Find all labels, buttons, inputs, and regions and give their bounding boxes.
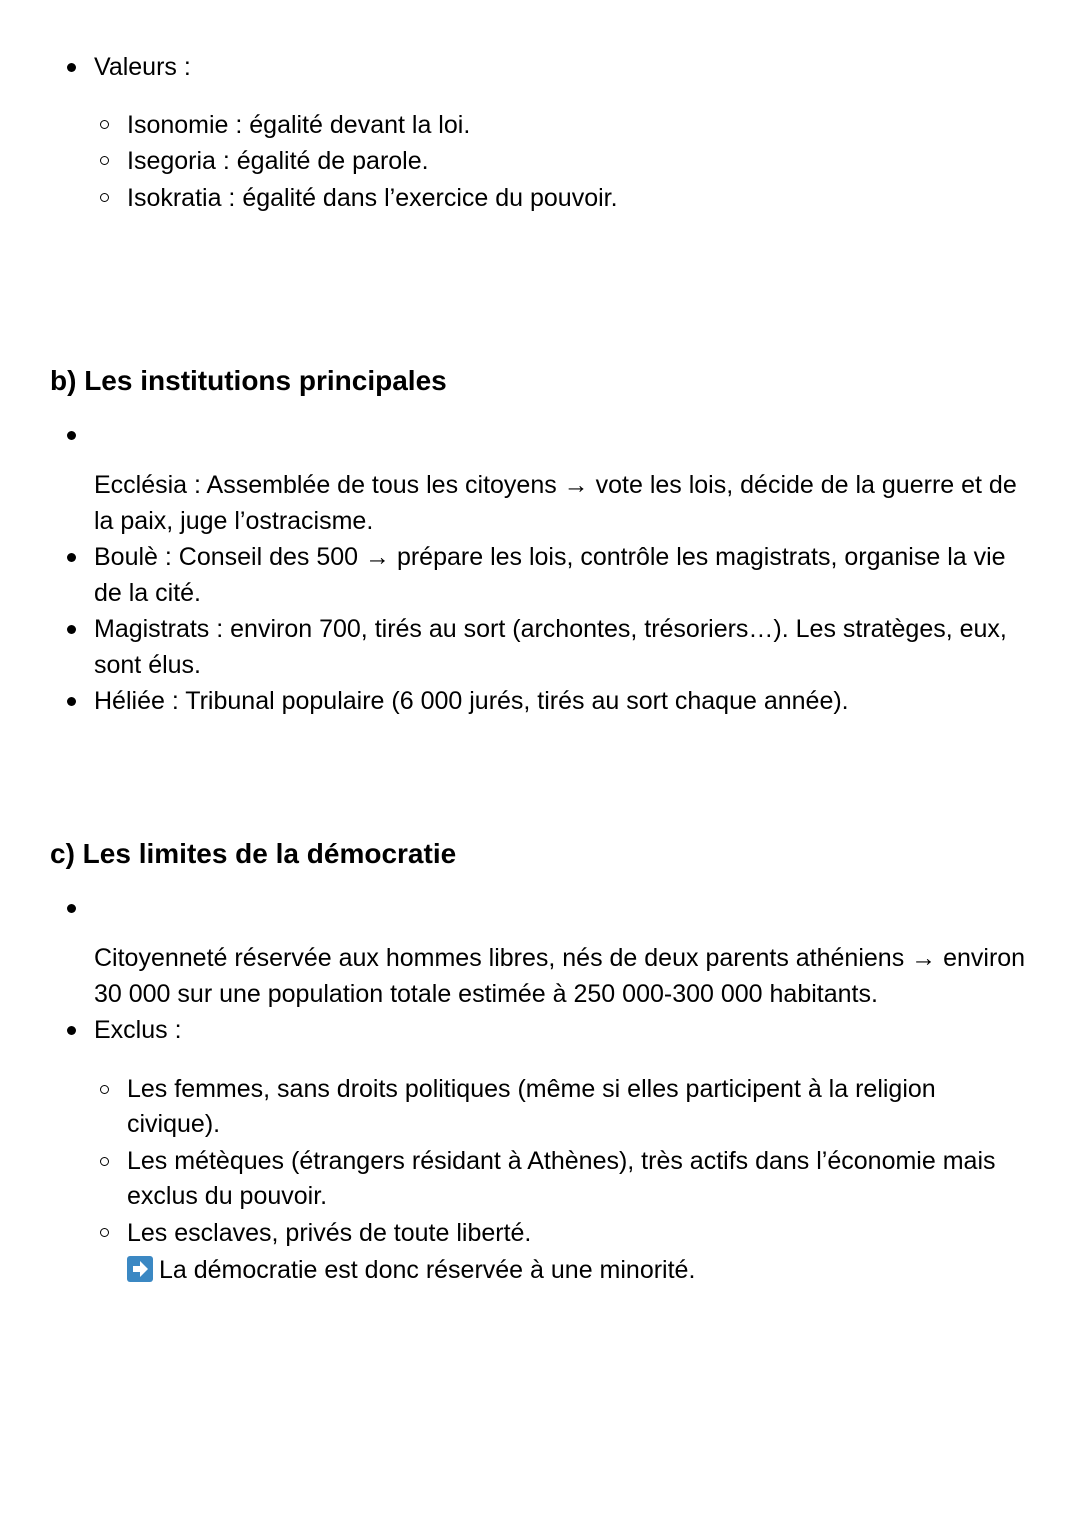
sub-bullet-icon xyxy=(100,1228,109,1237)
conclusion-line xyxy=(127,1252,1032,1288)
institution-item: Ecclésia : Assemblée de tous les citoyens → vote les lois, décide de la guerre et de la paix, juge l’ostracisme. xyxy=(94,471,1017,535)
sub-bullet-icon xyxy=(100,156,109,165)
exclus-item: Les femmes, sans droits politiques (même si elles participent à la religion civique). xyxy=(127,1075,936,1138)
valeurs-label: Valeurs : xyxy=(94,53,191,81)
sub-bullet-icon xyxy=(100,193,109,202)
bullet-icon xyxy=(67,1026,76,1035)
bullet-icon xyxy=(67,697,76,706)
sub-bullet-icon xyxy=(100,1157,109,1166)
institution-item: Boulè : Conseil des 500 → prépare les lois, contrôle les magistrats, organise la vie de la cité. xyxy=(94,543,1006,607)
valeur-item: Isokratia : égalité dans l’exercice du pouvoir. xyxy=(127,184,618,212)
bullet-icon xyxy=(67,625,76,634)
exclus-item: Les métèques (étrangers résidant à Athènes), très actifs dans l’économie mais exclus du pouvoir. xyxy=(127,1147,996,1210)
sub-bullet-icon xyxy=(100,1085,109,1094)
conclusion-text: La démocratie est donc réservée à une minorité. xyxy=(159,1256,696,1284)
bullet-icon xyxy=(67,431,76,440)
sub-bullet-icon xyxy=(100,120,109,129)
valeur-item: Isegoria : égalité de parole. xyxy=(127,147,429,175)
section-heading-limites: c) Les limites de la démocratie xyxy=(50,838,457,869)
exclus-label: Exclus : xyxy=(94,1016,182,1044)
bullet-icon xyxy=(67,63,76,72)
section-heading-institutions: b) Les institutions principales xyxy=(50,365,447,396)
institution-item: Magistrats : environ 700, tirés au sort (archontes, trésoriers…). Les stratèges, eux, sont élus. xyxy=(94,615,1007,679)
right-arrow-icon xyxy=(127,1256,153,1282)
citoyennete-text: Citoyenneté réservée aux hommes libres, nés de deux parents athéniens → environ 30 000 sur une population totale estimée à 250 000-300 000 habitants. xyxy=(94,944,1026,1008)
institution-item: Héliée : Tribunal populaire (6 000 jurés, tirés au sort chaque année). xyxy=(94,687,849,715)
bullet-icon xyxy=(67,904,76,913)
exclus-item: Les esclaves, privés de toute liberté. xyxy=(127,1219,532,1247)
valeur-item: Isonomie : égalité devant la loi. xyxy=(127,111,471,139)
bullet-icon xyxy=(67,553,76,562)
